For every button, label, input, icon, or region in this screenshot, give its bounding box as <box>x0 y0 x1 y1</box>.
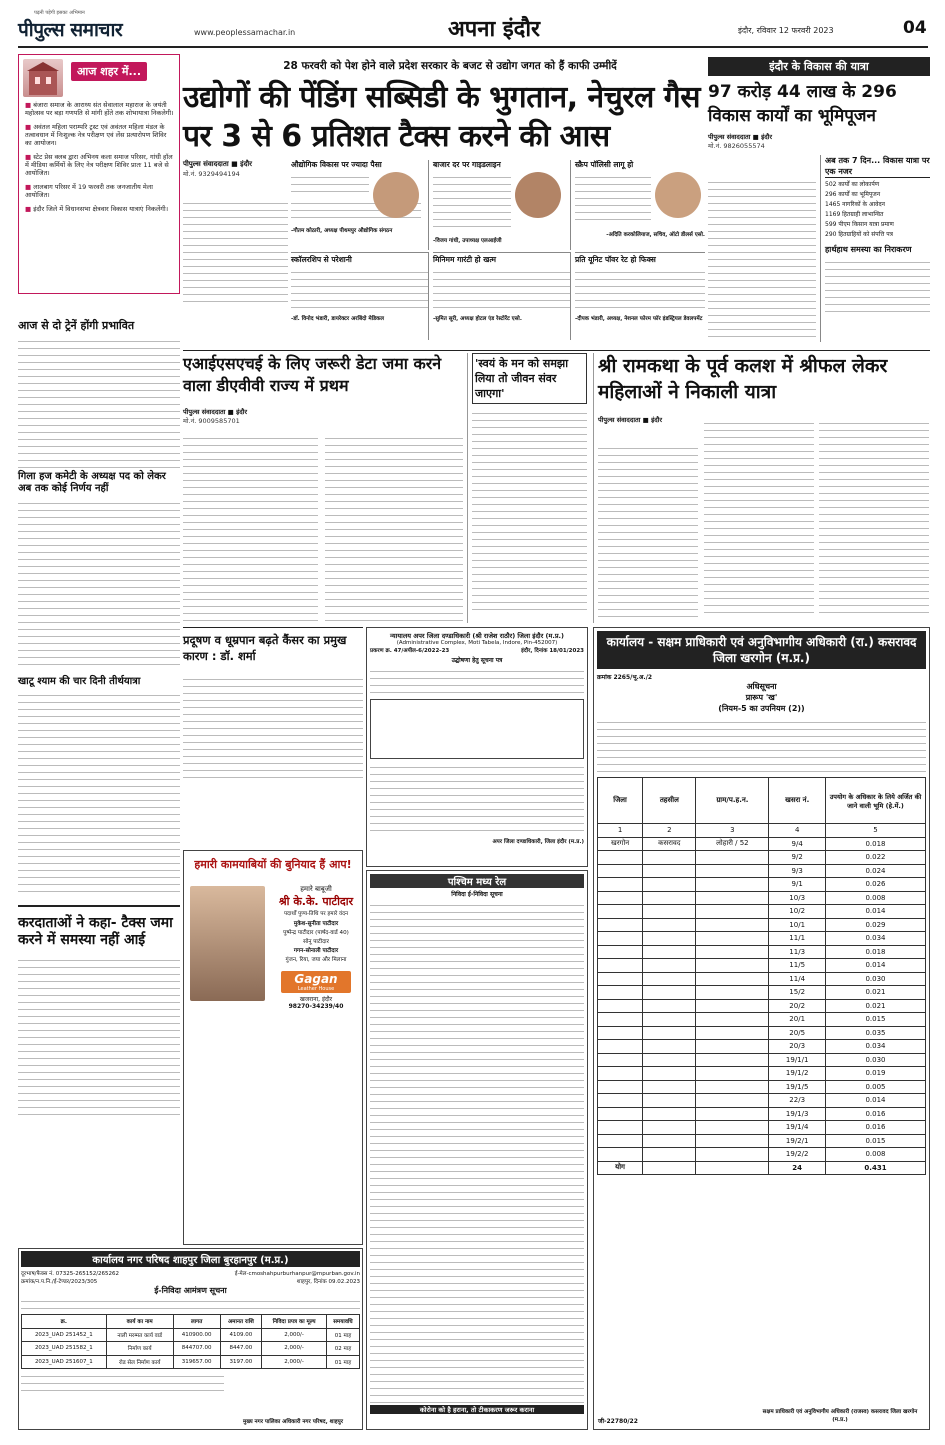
table-row <box>598 972 926 986</box>
table-cell: 0.014 <box>826 1094 926 1108</box>
table-cell <box>598 1094 643 1108</box>
panel-5 <box>433 252 571 340</box>
patidar-name: श्री के.के. पाटीदार <box>278 895 354 908</box>
table-cell <box>643 1053 696 1067</box>
vikas-sidebar <box>820 155 930 342</box>
haj-body <box>18 498 180 670</box>
nyay-notice-title: उद्घोषणा हेतु सूचना पत्र <box>451 657 503 664</box>
table-cell: 19/1/1 <box>769 1053 826 1067</box>
panel-title: औद्योगिक विकास पर ज्यादा पैसा <box>291 160 382 169</box>
vikas-byline: पीपुल्स संवाददाता ■ इंदौर <box>708 133 773 141</box>
aishe-byline: पीपुल्स संवाददाता ■ इंदौर <box>183 408 248 416</box>
patidar-names: मुकेश-सुनीता पाटीदार पुष्पेन्द्र पाटीदार (पार्षद-वार्ड 40) सोनू पाटीदार गगन-सोनाली पाटीदार गुंजन, रिया, जया और मिलाना <box>283 921 349 963</box>
table-cell: 9/3 <box>769 864 826 878</box>
patidar-sub: हमारे बाबूजी <box>300 885 332 893</box>
aaj-item: ■ अवंतल महिला पराम्परि ट्रस्ट एवं अवंतल महिला मंडल के तत्वावधान में निःशुल्क नेत्र परीक्षण एवं लेंस प्रत्यारोपण शिविर का आयोजन। <box>25 123 167 147</box>
table-cell <box>643 972 696 986</box>
kardata-body <box>18 955 180 1120</box>
building-icon <box>23 59 63 97</box>
table-cell: 0.021 <box>826 986 926 1000</box>
sidebar-title: अब तक 7 दिन... विकास यात्रा पर एक नजर <box>825 156 930 176</box>
gagan-phone: 98270-34239/40 <box>288 1003 344 1010</box>
stat-item: 599 पीएम किसान यात्रा प्रमाण <box>825 221 894 228</box>
table-cell: 0.022 <box>826 851 926 865</box>
ramkatha-byline: पीपुल्स संवाददाता ■ इंदौर <box>598 416 663 424</box>
table-cell <box>643 1107 696 1121</box>
table-cell <box>696 986 769 1000</box>
table-row: 2023_UAD 251607_1 रोड सेल निर्माण कार्य 319657.00 3197.00 2,000/- 01 माह <box>22 1355 360 1369</box>
table-row <box>598 864 926 878</box>
nyay-sub: (Administrative Complex, Moti Tabela, Indore, Pin-452007) <box>396 640 558 646</box>
table-row <box>598 1026 926 1040</box>
table-cell <box>696 1013 769 1027</box>
panel-1 <box>291 160 429 250</box>
table-cell: 0.034 <box>826 1040 926 1054</box>
table-cell: 0.008 <box>826 891 926 905</box>
cancer-headline: प्रदूषण व धूम्रपान बढ़ते कैंसर का प्रमुख कारण : डॉ. शर्मा <box>183 633 347 663</box>
panel-title: स्कॉलरशिप से परेशानी <box>291 255 352 264</box>
table-cell <box>643 891 696 905</box>
logo-text: पीपुल्स समाचार <box>18 19 123 41</box>
table-cell: 0.005 <box>826 1080 926 1094</box>
table-row <box>598 891 926 905</box>
table-cell <box>696 918 769 932</box>
table-cell: 0.024 <box>826 864 926 878</box>
table-cell <box>598 932 643 946</box>
panel-2 <box>433 160 571 250</box>
table-row <box>598 918 926 932</box>
th: समयावधि <box>326 1315 359 1329</box>
table-row <box>598 932 926 946</box>
table-cell <box>696 1121 769 1135</box>
table-cell <box>643 1121 696 1135</box>
table-cell <box>643 1148 696 1162</box>
vikas-headline: 97 करोड़ 44 लाख के 296 विकास कार्यों का भूमिपूजन <box>708 82 897 126</box>
aaj-list <box>25 101 175 219</box>
shahpur-title: कार्यालय नगर परिषद शाहपुर जिला बुरहानपुर (म.प्र.) <box>21 1251 360 1267</box>
aishe-mobile: मो.नं. 9009585701 <box>183 417 240 425</box>
shahpur-email: ई-मेल-cmoshahpurburhanpur@mpurban.gov.in <box>234 1271 360 1277</box>
gagan-city: खजराना, इंदौर <box>299 996 333 1003</box>
aishe-body <box>183 433 318 623</box>
table-cell <box>598 1080 643 1094</box>
masthead-logo <box>18 10 122 42</box>
panel-name: -गौतम कोठारी, अध्यक्ष पीथमपुर औद्योगिक संगठन <box>291 228 393 234</box>
table-cell: 0.014 <box>826 959 926 973</box>
th: उपयोग के अधिकार के लिये अर्जित की जाने वाली भूमि (हे.में.) <box>826 778 926 824</box>
panel-4 <box>291 252 429 340</box>
masthead-url[interactable]: www.peoplessamachar.in <box>194 28 296 37</box>
table-row <box>598 1148 926 1162</box>
table-cell: 19/2/1 <box>769 1134 826 1148</box>
table-cell <box>643 999 696 1013</box>
nyay-notice <box>366 627 588 867</box>
kasrawad-title: कार्यालय - सक्षम प्राधिकारी एवं अनुविभागीय अधिकारी (रा.) कसरावद जिला खरगोन (म.प्र.) <box>597 631 926 669</box>
table-cell <box>643 986 696 1000</box>
table-cell: 10/1 <box>769 918 826 932</box>
table-cell: 22/3 <box>769 1094 826 1108</box>
shahpur-date: शाहपुर, दिनांक 09.02.2023 <box>296 1279 360 1285</box>
table-cell: 0.034 <box>826 932 926 946</box>
table-cell <box>696 878 769 892</box>
table-row <box>598 945 926 959</box>
table-row <box>598 878 926 892</box>
main-body <box>183 198 288 308</box>
railway-sub: निविदा ई-निविदा सूचना <box>451 891 503 898</box>
table-cell: 20/1 <box>769 1013 826 1027</box>
panel-3 <box>575 160 705 250</box>
trains-body <box>18 336 180 468</box>
table-cell <box>696 999 769 1013</box>
table-cell: 0.015 <box>826 1134 926 1148</box>
table-cell <box>598 1053 643 1067</box>
khatu-body <box>18 690 180 896</box>
th: तहसील <box>643 778 696 824</box>
table-cell <box>643 878 696 892</box>
table-row <box>598 1053 926 1067</box>
kasrawad-foot: जी-22780/22 <box>598 1418 638 1425</box>
table-cell <box>643 851 696 865</box>
haj-headline: गिला हज कमेटी के अध्यक्ष पद को लेकर अब तक कोई निर्णय नहीं <box>18 471 166 494</box>
cancer-body <box>183 674 363 784</box>
table-cell <box>643 1134 696 1148</box>
table-cell <box>696 1148 769 1162</box>
panel-name: -सुमित सूरी, अध्यक्ष होटल एंड रेस्टोरेंट एसो. <box>433 316 522 322</box>
table-row: 2023_UAD 251582_1 निर्माण कार्य 844707.00 8447.00 2,000/- 02 माह <box>22 1342 360 1356</box>
byline-name: पीपुल्स संवाददाता ■ इंदौर <box>183 160 253 168</box>
portrait <box>655 172 701 218</box>
table-cell: 19/2/2 <box>769 1148 826 1162</box>
table-cell <box>598 1067 643 1081</box>
table-row <box>598 1121 926 1135</box>
gagan-logo: Gagan Leather House <box>281 971 351 993</box>
table-cell: 11/4 <box>769 972 826 986</box>
table-cell: 20/2 <box>769 999 826 1013</box>
table-cell <box>598 905 643 919</box>
page-number: 04 <box>903 18 927 38</box>
panel-name: -अदिति करकोलियाज, सचिव, ऑटो डीलर्स एसो. <box>606 232 705 238</box>
table-cell: 11/5 <box>769 959 826 973</box>
table-cell: 9/2 <box>769 851 826 865</box>
table-cell <box>598 986 643 1000</box>
table-cell <box>696 1161 769 1175</box>
table-cell <box>643 905 696 919</box>
portrait <box>373 172 419 218</box>
table-cell <box>696 905 769 919</box>
table-cell: 0.021 <box>826 999 926 1013</box>
aaj-item: ■ लालबाग परिसर में 19 फरवरी तक जनजातीय मेला आयोजित। <box>25 183 153 199</box>
table-cell <box>598 851 643 865</box>
stat-list <box>825 180 930 240</box>
table-cell: 9/4 <box>769 837 826 851</box>
kardata-headline: करदाताओं ने कहा- टैक्स जमा करने में समस्या नहीं आई <box>18 915 173 948</box>
stat-item: 290 हितग्राहियों को संपत्ति पत्र <box>825 231 893 238</box>
table-cell: 10/3 <box>769 891 826 905</box>
panel-title: बाजार दर पर गाइडलाइन <box>433 160 501 169</box>
table-cell <box>643 1161 696 1175</box>
table-cell <box>598 959 643 973</box>
table-cell <box>643 1026 696 1040</box>
th: निविदा प्रपत्र का मूल्य <box>262 1315 327 1329</box>
th: क्र. <box>22 1315 107 1329</box>
trains-article <box>18 318 180 894</box>
table-cell <box>643 1067 696 1081</box>
table-row <box>598 1094 926 1108</box>
table-cell: 0.431 <box>826 1161 926 1175</box>
table-cell <box>696 1026 769 1040</box>
panel-6 <box>575 252 705 340</box>
table-cell <box>598 1107 643 1121</box>
panel-title: प्रति यूनिट पॉवर रेट हो फिक्स <box>575 255 656 264</box>
patidar-head: हमारी कामयाबियों की बुनियाद हैं आप! <box>194 858 352 871</box>
nyay-title: न्यायालय अपर जिला दण्डाधिकारी (श्री राजेश राठौर) जिला इंदौर (म.प्र.) <box>390 632 564 640</box>
aaj-shahar-box <box>18 54 180 294</box>
table-cell: 11/3 <box>769 945 826 959</box>
table-cell: 0.029 <box>826 918 926 932</box>
th: कार्य का नाम <box>106 1315 173 1329</box>
main-headline: उद्योगों की पेंडिंग सब्सिडी के भुगतान, नेचुरल गैस पर 3 से 6 प्रतिशत टैक्स करने की आस <box>183 80 700 154</box>
table-row <box>598 1080 926 1094</box>
table-cell <box>643 1080 696 1094</box>
table-cell: 0.016 <box>826 1107 926 1121</box>
table-cell: 24 <box>769 1161 826 1175</box>
table-cell: 9/1 <box>769 878 826 892</box>
table-row: 2023_UAD 251452_1 नाली मरम्मत कार्य वार्ड 410900.00 4109.00 2,000/- 01 माह <box>22 1328 360 1342</box>
panel-name: -विजय गांधी, उपाध्यक्ष एलआईजी <box>433 238 502 244</box>
table-cell <box>696 1107 769 1121</box>
kasrawad-sign: सक्षम प्राधिकारी एवं अनुविभागीय अधिकारी (राजस्व) कसरावद जिला खरगोन (म.प्र.) <box>762 1409 918 1423</box>
shahpur-table <box>21 1314 360 1369</box>
aaj-item: ■ स्टेट प्रेस क्लब द्वारा अभिनय कला समाज परिसर, गांधी हॉल में मीडिया कर्मियों के लिए नेत्र परीक्षण शिविर प्रातः 11 बजे से आयोजित। <box>25 153 173 177</box>
khatu-headline: खाटू श्याम की चार दिनी तीर्थयात्रा <box>18 676 141 687</box>
table-cell <box>696 972 769 986</box>
table-cell <box>643 945 696 959</box>
table-cell: 20/5 <box>769 1026 826 1040</box>
table-cell: 0.008 <box>826 1148 926 1162</box>
th: लागत <box>173 1315 220 1329</box>
city-illustration <box>23 59 63 97</box>
table-cell <box>598 972 643 986</box>
dateline: इंदौर, रविवार 12 फरवरी 2023 <box>738 26 834 35</box>
table-cell: 0.018 <box>826 837 926 851</box>
table-cell: 0.035 <box>826 1026 926 1040</box>
panel-title: स्क्रैप पॉलिसी लागू हो <box>575 160 634 169</box>
portrait <box>515 172 561 218</box>
table-cell <box>696 932 769 946</box>
table-row <box>598 986 926 1000</box>
table-cell <box>696 959 769 973</box>
table-cell: 0.018 <box>826 945 926 959</box>
table-row <box>598 905 926 919</box>
table-cell: 15/2 <box>769 986 826 1000</box>
table-cell: 0.016 <box>826 1121 926 1135</box>
vikas-body <box>708 177 816 342</box>
kasrawad-ref: क्रमांक 2265/भू.अ./2 <box>597 674 653 681</box>
stat-item: 1465 नागरिकों के आवेदन <box>825 201 886 208</box>
section-title: अपना इंदौर <box>448 17 541 42</box>
vikas-tag: इंदौर के विकास की यात्रा <box>708 57 930 76</box>
table-row <box>598 851 926 865</box>
table-cell <box>598 891 643 905</box>
table-cell: 0.014 <box>826 905 926 919</box>
table-cell <box>696 891 769 905</box>
shahpur-sign: मुख्य नगर पालिका अधिकारी नगर परिषद, शाहपुर <box>242 1419 344 1425</box>
table-cell <box>643 1094 696 1108</box>
table-cell: 10/2 <box>769 905 826 919</box>
table-cell <box>598 1026 643 1040</box>
table-cell <box>696 1053 769 1067</box>
kardata-article <box>18 905 180 1150</box>
table-cell <box>643 1013 696 1027</box>
patidar-photo <box>190 886 265 1001</box>
main-byline <box>183 160 288 308</box>
jeevan-article <box>467 353 587 623</box>
table-cell <box>598 999 643 1013</box>
ramkatha-headline: श्री रामकथा के पूर्व कलश में श्रीफल लेकर महिलाओं ने निकाली यात्रा <box>598 355 888 403</box>
aishe-body-2 <box>325 433 463 623</box>
table-cell <box>643 918 696 932</box>
table-cell <box>643 932 696 946</box>
railway-title: पश्चिम मध्य रेल <box>370 874 584 888</box>
table-row <box>598 1040 926 1054</box>
table-row <box>598 999 926 1013</box>
shahpur-phone: दूरभाष/फैक्स नं. 07325-265152/265262 <box>21 1271 120 1277</box>
table-row <box>598 959 926 973</box>
panel-title: मिनिमम गारंटी हो खत्म <box>433 255 496 264</box>
table-row <box>598 837 926 851</box>
masthead-rule <box>18 46 928 48</box>
table-row <box>598 1067 926 1081</box>
stat-item: 502 कार्यों का लोकार्पण <box>825 181 880 188</box>
railway-footer: कोरोना को है हराना, तो टीकाकरण जरूर कराना <box>370 1405 584 1414</box>
kasrawad-niyam: (नियम-5 का उपनियम (2)) <box>718 704 805 713</box>
th: ग्राम/प.ह.न. <box>696 778 769 824</box>
panel-name: -दीपक भंडारी, अध्यक्ष, नेशनल फोरम फॉर इंडस्ट्रियल डेवलपमेंट <box>575 316 703 322</box>
kasrawad-prarup: प्रारूप 'ख' <box>745 693 778 702</box>
trains-headline: आज से दो ट्रेनें होंगी प्रभावित <box>18 319 135 332</box>
table-cell: 0.030 <box>826 972 926 986</box>
table-cell <box>598 864 643 878</box>
nyay-sign: अपर जिला दण्डाधिकारी, जिला इंदौर (म.प्र.) <box>492 839 584 845</box>
table-cell <box>598 1148 643 1162</box>
kasrawad-notice <box>593 627 930 1430</box>
table-cell <box>696 864 769 878</box>
table-cell <box>598 945 643 959</box>
table-cell <box>598 1121 643 1135</box>
table-cell <box>696 1094 769 1108</box>
vikas-article <box>708 57 930 342</box>
table-cell <box>643 959 696 973</box>
table-cell: 19/1/3 <box>769 1107 826 1121</box>
patidar-ad <box>183 850 363 1245</box>
table-cell <box>696 851 769 865</box>
panel-name: -डॉ. विनोद भंडारी, डायरेक्टर अरबिंदो मेडिकल <box>291 316 384 322</box>
table-cell <box>696 1067 769 1081</box>
table-cell: 0.030 <box>826 1053 926 1067</box>
kasrawad-table: जिला तहसील ग्राम/प.ह.न. खसरा नं. उपयोग के अधिकार के लिये अर्जित की जाने वाली भूमि (हे.में.) 1 2 3 4 5 खरगोन कसरावद लोहारी / 52 9/4 0.018 9/2 0.022 9/3 0.024 9/1 0.026 10/3 0.008 10/2 0.014 10/1 0.029 11/1 0.034 11/3 0.018 11/5 0.014 11/4 0.030 15/2 0.021 20/2 0.021 20/1 0.015 20/5 0.035 20/3 0.034 19/1/1 0.030 19/1/2 0.019 19/1/5 0.005 22/3 0.014 19/1/3 0.016 19/1/4 0.016 19/2/1 0.015 19/2/2 0.008 योग 24 0.431 <box>597 777 926 1175</box>
table-cell: कसरावद <box>643 837 696 851</box>
th: जिला <box>598 778 643 824</box>
byline-mobile: मो.नं. 9329494194 <box>183 170 240 178</box>
table-cell: 19/1/4 <box>769 1121 826 1135</box>
table-cell <box>598 1134 643 1148</box>
logo-tagline: पढ़नी पड़ेगी इसका अभिमान <box>34 10 85 16</box>
table-cell <box>598 1013 643 1027</box>
table-cell: योग <box>598 1161 643 1175</box>
table-cell: लोहारी / 52 <box>696 837 769 851</box>
kasrawad-notice-title: अधिसूचना <box>746 682 777 691</box>
table-cell <box>696 945 769 959</box>
table-cell <box>598 1040 643 1054</box>
th: खसरा नं. <box>769 778 826 824</box>
aaj-item: ■ बंजारा समाज के आराध्य संत सेवालाल महाराज के जयंती महोत्सव पर बड़ा गणपति से मांगी होंते तक शोभायात्रा निकलेगी। <box>25 101 174 117</box>
sidebar-title-2: हार्थहाथ समस्या का निराकरण <box>825 245 912 254</box>
table-cell: खरगोन <box>598 837 643 851</box>
table-cell: 19/1/5 <box>769 1080 826 1094</box>
th: अमानत राशि <box>220 1315 262 1329</box>
vikas-mobile: मो.नं. 9826055574 <box>708 142 765 150</box>
table-cell <box>598 878 643 892</box>
patidar-line2: पदार्थों पुण्य-तिथि पर हमारे वंदन <box>283 911 349 917</box>
table-cell: 0.026 <box>826 878 926 892</box>
masthead <box>18 10 928 46</box>
aaj-item: ■ इंदौर जिले में विधानसभा क्षेत्रवार विकास यात्राएं निकलेंगी। <box>25 205 169 213</box>
table-cell: 0.019 <box>826 1067 926 1081</box>
stat-item: 296 कार्यों का भूमिपूजन <box>825 191 881 198</box>
aishe-article <box>183 353 463 623</box>
cancer-article <box>183 627 363 847</box>
nyay-case: प्रकरण क्र. 47/अपील-6/2022-23 इंदौर, दिनांक 18/01/2023 <box>370 648 584 654</box>
table-cell: 20/3 <box>769 1040 826 1054</box>
railway-notice <box>366 870 588 1430</box>
total-row <box>598 1161 926 1175</box>
jeevan-headline: 'स्वयं के मन को समझा लिया तो जीवन संवर जाएगा' <box>472 353 587 404</box>
table-row <box>598 1013 926 1027</box>
table-cell <box>696 1040 769 1054</box>
main-kicker: 28 फरवरी को पेश होने वाले प्रदेश सरकार के बजट से उद्योग जगत को हैं काफी उम्मीदें <box>283 60 617 72</box>
aishe-headline: एआईएसएचई के लिए जरूरी डेटा जमा करने वाला डीएवीवी राज्य में प्रथम <box>183 354 442 395</box>
shahpur-ref: क्रमांक/न.प.नि./ई-टेण्डर/2023/305 <box>21 1279 98 1285</box>
table-cell: 11/1 <box>769 932 826 946</box>
quote-panels <box>291 160 706 340</box>
shahpur-notice: ई-निविदा आमंत्रण सूचना <box>154 1286 227 1295</box>
table-cell <box>598 918 643 932</box>
ramkatha-article <box>593 353 930 623</box>
table-cell <box>696 1080 769 1094</box>
table-cell <box>643 864 696 878</box>
table-row <box>598 1134 926 1148</box>
table-cell: 19/1/2 <box>769 1067 826 1081</box>
table-cell <box>643 1040 696 1054</box>
aaj-title: आज शहर में... <box>71 62 147 81</box>
table-row <box>598 1107 926 1121</box>
table-cell <box>696 1134 769 1148</box>
shahpur-tender <box>18 1248 363 1430</box>
stat-item: 1169 हितग्राही लाभान्वित <box>825 211 884 218</box>
jeevan-body <box>472 408 587 613</box>
table-cell: 0.015 <box>826 1013 926 1027</box>
